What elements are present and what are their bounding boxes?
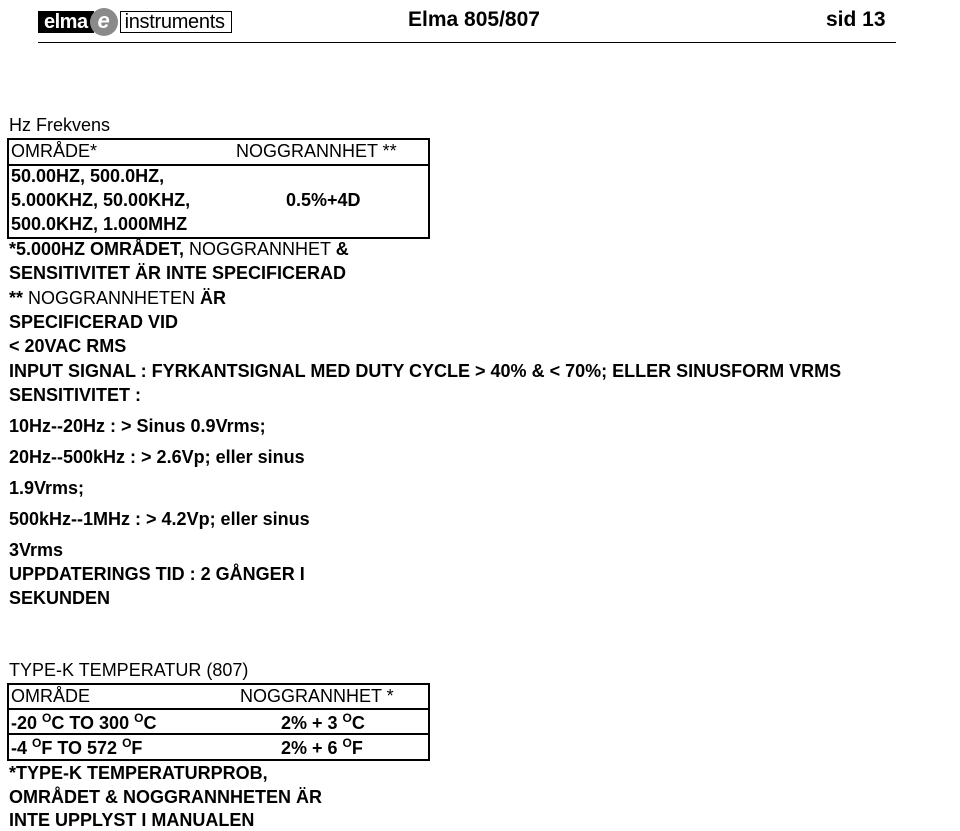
degree-sign-icon: O	[134, 711, 144, 725]
degree-sign-icon: O	[342, 736, 352, 750]
temp-col-accuracy: NOGGRANNHET *	[240, 686, 394, 706]
hz-input-signal: INPUT SIGNAL : FYRKANTSIGNAL MED DUTY CYCLE > 40% & < 70%; ELLER SINUSFORM VRMS	[9, 361, 842, 381]
hz-sensitivity-2b: 1.9Vrms;	[9, 478, 85, 498]
hz-range-line-1: 50.00HZ, 500.0HZ,	[11, 166, 165, 186]
temp-note-3: INTE UPPLYST I MANUALEN	[9, 810, 255, 830]
hz-note-4: SPECIFICERAD VID	[9, 312, 179, 332]
temp-note-2: OMRÅDET & NOGGRANNHETEN ÄR	[9, 787, 322, 807]
hz-note-3	[9, 288, 226, 309]
document-title: Elma 805/807	[408, 8, 540, 31]
elma-instruments-logo	[38, 8, 232, 36]
header-divider	[38, 42, 896, 43]
logo-elma-text: elma	[38, 11, 94, 33]
temp-row1-accuracy	[281, 711, 365, 734]
hz-note-1-a: *5.000HZ OMRÅDET,	[9, 239, 185, 259]
hz-update-2: SEKUNDEN	[9, 588, 111, 608]
hz-note-1	[9, 239, 349, 260]
temp-row1-range	[11, 711, 156, 734]
temp-row1-acc-b: C	[351, 713, 365, 733]
temp-row2-range-c: F	[131, 738, 143, 758]
hz-note-1-c: &	[335, 239, 349, 259]
hz-sensitivity-2: 20Hz--500kHz : > 2.6Vp; eller sinus	[9, 447, 305, 467]
temp-row1-range-c: C	[143, 713, 157, 733]
temp-row1-range-a: -20	[11, 713, 43, 733]
hz-note-2: SENSITIVITET ÄR INTE SPECIFICERAD	[9, 263, 347, 283]
degree-sign-icon: O	[32, 736, 42, 750]
logo-instruments-text: instruments	[120, 11, 232, 33]
hz-range-line-3: 500.0KHZ, 1.000MHZ	[11, 214, 188, 234]
degree-sign-icon: O	[342, 711, 352, 725]
temp-row2-acc-a: 2% + 6	[281, 738, 343, 758]
temp-row2-range-b: F TO 572	[41, 738, 123, 758]
degree-sign-icon: O	[42, 711, 52, 725]
page-number: sid 13	[826, 8, 886, 31]
hz-update-1: UPPDATERINGS TID : 2 GÅNGER I	[9, 564, 305, 584]
hz-sensitivity-title: SENSITIVITET :	[9, 385, 142, 405]
degree-sign-icon: O	[122, 736, 132, 750]
hz-note-5	[9, 336, 126, 357]
temp-table-header-divider	[7, 708, 430, 710]
hz-note-3-a: **	[9, 288, 29, 308]
temp-row1-range-b: C TO 300	[51, 713, 135, 733]
temp-section-title: TYPE-K TEMPERATUR (807)	[9, 660, 249, 680]
hz-note-3-b: NOGGRANNHETEN	[28, 288, 196, 308]
logo-e-icon: e	[90, 8, 118, 36]
hz-sensitivity-3b: 3Vrms	[9, 540, 64, 560]
temp-row2-range	[11, 736, 142, 759]
hz-sensitivity-3: 500kHz--1MHz : > 4.2Vp; eller sinus	[9, 509, 310, 529]
hz-accuracy-value: 0.5%+4D	[286, 190, 361, 210]
temp-col-range: OMRÅDE	[11, 686, 91, 706]
temp-row1-acc-a: 2% + 3	[281, 713, 343, 733]
temp-row2-accuracy	[281, 736, 363, 759]
hz-col-accuracy: NOGGRANNHET **	[236, 141, 397, 161]
temp-row2-acc-b: F	[351, 738, 363, 758]
hz-range-line-2: 5.000KHZ, 50.00KHZ,	[11, 190, 191, 210]
hz-sensitivity-1: 10Hz--20Hz : > Sinus 0.9Vrms;	[9, 416, 266, 436]
hz-section-title: Hz Frekvens	[9, 115, 111, 135]
temp-note-1: *TYPE-K TEMPERATURPROB,	[9, 763, 268, 783]
temp-row2-range-a: -4	[11, 738, 33, 758]
hz-note-5-a: <	[9, 336, 25, 356]
hz-col-range: OMRÅDE*	[11, 141, 98, 161]
hz-note-1-b: NOGGRANNHET	[184, 239, 336, 259]
hz-note-5-b: 20VAC RMS	[24, 336, 127, 356]
hz-note-3-c: ÄR	[195, 288, 227, 308]
